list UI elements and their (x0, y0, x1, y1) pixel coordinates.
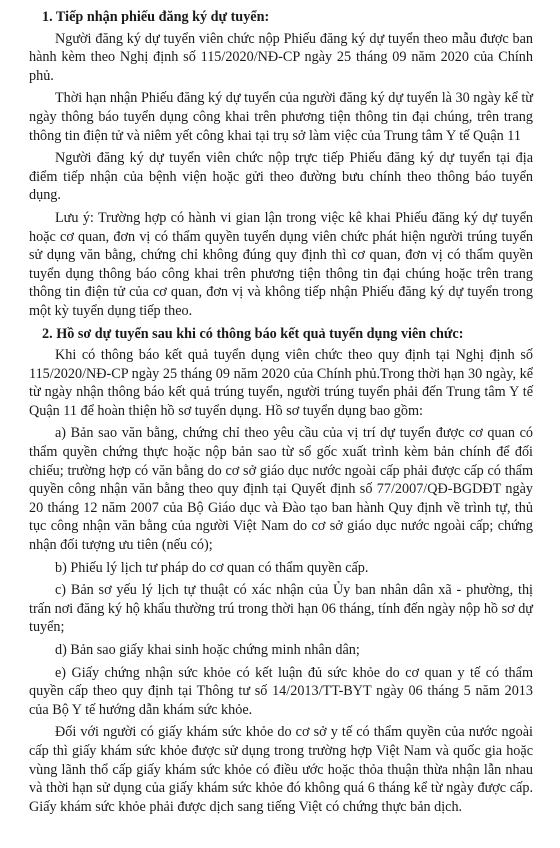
section-1-paragraph-1: Người đăng ký dự tuyển viên chức nộp Phiếu đăng ký dự tuyển theo mẫu được ban hành kèm theo Nghị định số 115/2020/NĐ-CP ngày 25 tháng 09 năm 2020 của Chính phủ. (29, 30, 533, 84)
section-2-item-c: c) Bản sơ yếu lý lịch tự thuật có xác nhận của Ủy ban nhân dân xã - phường, thị trấn nơi đăng ký hộ khẩu thường trú trong thời hạn 06 tháng, tính đến ngày nộp hồ sơ dự tuyển; (29, 582, 533, 636)
section-1-paragraph-2: Thời hạn nhận Phiếu đăng ký dự tuyển của người đăng ký dự tuyển là 30 ngày kể từ ngày thông báo tuyển dụng công khai trên phương tiện thông tin đại chúng, trên trang thông tin điện tử và niêm yết công khai tại trụ sở làm việc của Trung tâm Y tế Quận 11 (29, 90, 533, 144)
section-2-intro-paragraph: Khi có thông báo kết quả tuyển dụng viên chức theo quy định tại Nghị định số 115/2020/NĐ-CP ngày 25 tháng 09 năm 2020 của Chính phủ.Trong thời hạn 30 ngày, kể từ ngày nhận thông báo kết quả trúng tuyển, người trúng tuyển phải đến Trung tâm Y tế Quận 11 để hoàn thiện hồ sơ tuyển dụng. Hồ sơ tuyển dụng bao gồm: (29, 347, 533, 419)
section-2-item-b: b) Phiếu lý lịch tư pháp do cơ quan có thẩm quyền cấp. (55, 559, 369, 576)
section-1-note-paragraph: Lưu ý: Trường hợp có hành vi gian lận trong việc kê khai Phiếu đăng ký dự tuyển hoặc cơ quan, đơn vị có thẩm quyền tuyển dụng viên chức phát hiện người trúng tuyển sử dụng văn bằng, chứng chỉ không đúng quy định thì cơ quan, đơn vị có thẩm quyền tuyển dụng thông báo công khai trên phương tiện thông tin đại chúng hoặc trên trang thông tin điện tử của cơ quan, đơn vị và không tiếp nhận Phiếu đăng ký dự tuyển trong một kỳ tuyển dụng tiếp theo. (29, 209, 533, 319)
section-2-item-d: d) Bản sao giấy khai sinh hoặc chứng minh nhân dân; (55, 642, 360, 658)
section-2-item-a: a) Bản sao văn bằng, chứng chỉ theo yêu cầu của vị trí dự tuyển được cơ quan có thẩm quyền chứng thực hoặc nộp bản sao từ sổ gốc xuất trình kèm bản chính để đối chiếu; trường hợp có văn bằng do cơ sở giáo dục nước ngoài cấp phải được cấp có thẩm quyền công nhận văn bằng theo quy định tại Quyết định số 77/2007/QĐ-BGDĐT ngày 20 tháng 12 năm 2007 của Bộ Giáo dục và Đào tạo ban hành Quy định về trình tự, thủ tục công nhận văn bằng của người Việt Nam do cơ sở giáo dục nước ngoài cấp; chứng nhận đối tượng ưu tiên (nếu có); (29, 425, 533, 554)
section-2-heading: 2. Hồ sơ dự tuyển sau khi có thông báo kết quả tuyển dụng viên chức: (42, 325, 464, 342)
section-2-foreign-health-paragraph: Đối với người có giấy khám sức khỏe do cơ sở y tế có thẩm quyền của nước ngoài cấp thì giấy khám sức khỏe được sử dụng trong trường hợp Việt Nam và quốc gia hoặc vùng lãnh thổ cấp giấy khám sức khỏe có điều ước hoặc thỏa thuận thừa nhận lẫn nhau và thời hạn sử dụng của giấy khám sức khỏe đó không quá 6 tháng kể từ ngày được cấp. Giấy khám sức khỏe phải được dịch sang tiếng Việt có chứng thực bản dịch. (29, 724, 533, 815)
section-2-item-e: e) Giấy chứng nhận sức khỏe có kết luận đủ sức khỏe do cơ quan y tế có thẩm quyền cấp theo quy định tại Thông tư số 14/2013/TT-BYT ngày 06 tháng 5 năm 2013 của Bộ Y tế hướng dẫn khám sức khỏe. (29, 664, 533, 718)
section-1-paragraph-3: Người đăng ký dự tuyển viên chức nộp trực tiếp Phiếu đăng ký dự tuyển tại địa điểm tiếp nhận của bệnh viện hoặc gửi theo đường bưu chính theo thông báo tuyển dụng. (29, 150, 533, 204)
section-1-heading: 1. Tiếp nhận phiếu đăng ký dự tuyển: (42, 9, 270, 25)
